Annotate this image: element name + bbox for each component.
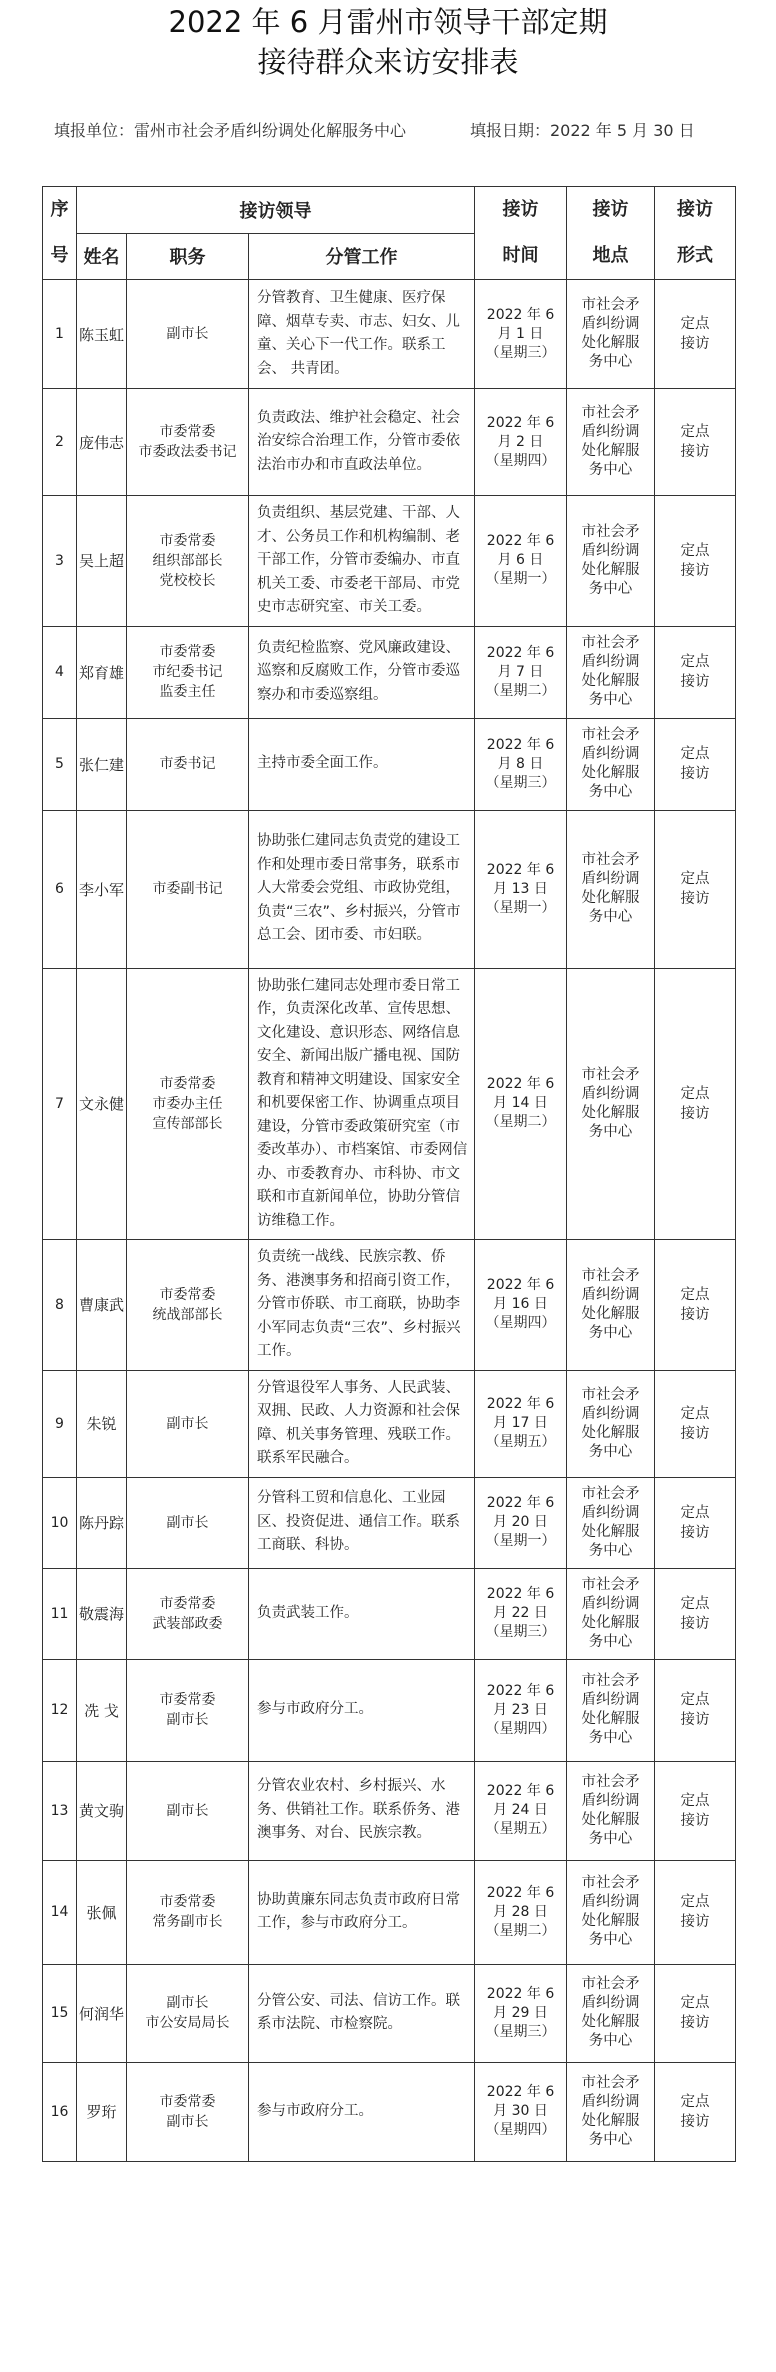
row-seq: 8	[43, 1240, 77, 1371]
row-form: 定点 接访	[655, 496, 736, 627]
row-form: 定点 接访	[655, 718, 736, 810]
row-place: 市社会矛 盾纠纷调 处化解服 务中心	[567, 626, 655, 718]
table-row	[43, 1370, 736, 1477]
header-form: 接访 形式	[655, 187, 736, 280]
row-form: 定点 接访	[655, 1659, 736, 1761]
table-row	[43, 1240, 736, 1371]
row-position: 市委常委 市委办主任 宣传部部长	[127, 968, 249, 1240]
row-place: 市社会矛 盾纠纷调 处化解服 务中心	[567, 1370, 655, 1477]
row-work: 负责纪检监察、党风廉政建设、巡察和反腐败工作，分管市委巡察办和市委巡察组。	[249, 626, 475, 718]
row-place: 市社会矛 盾纠纷调 处化解服 务中心	[567, 968, 655, 1240]
row-date: 2022 年 6 月 7 日 （星期二）	[475, 626, 567, 718]
row-work: 负责组织、基层党建、干部、人才、公务员工作和机构编制、老干部工作，分管市委编办、市直机关工委、市委老干部局、市党史市志研究室、市关工委。	[249, 496, 475, 627]
table-row	[43, 1964, 736, 2062]
row-seq: 2	[43, 389, 77, 496]
row-form: 定点 接访	[655, 389, 736, 496]
title-line-2: 接待群众来访安排表	[257, 45, 519, 79]
row-position: 市委常委 市委政法委书记	[127, 389, 249, 496]
row-place: 市社会矛 盾纠纷调 处化解服 务中心	[567, 810, 655, 968]
row-position: 副市长 市公安局局长	[127, 1964, 249, 2062]
row-form: 定点 接访	[655, 1240, 736, 1371]
row-place: 市社会矛 盾纠纷调 处化解服 务中心	[567, 1860, 655, 1964]
row-date: 2022 年 6 月 1 日 （星期三）	[475, 280, 567, 389]
row-position: 市委常委 组织部部长 党校校长	[127, 496, 249, 627]
row-place: 市社会矛 盾纠纷调 处化解服 务中心	[567, 1240, 655, 1371]
row-name: 敬震海	[77, 1568, 127, 1659]
table-row	[43, 1860, 736, 1964]
row-name: 陈丹踪	[77, 1477, 127, 1568]
row-form: 定点 接访	[655, 1860, 736, 1964]
row-work: 负责统一战线、民族宗教、侨务、港澳事务和招商引资工作，分管市侨联、市工商联，协助李小军同志负责“三农”、乡村振兴工作。	[249, 1240, 475, 1371]
page-title	[0, 2, 776, 82]
row-work: 协助黄廉东同志负责市政府日常工作，参与市政府分工。	[249, 1860, 475, 1964]
row-name: 曹康武	[77, 1240, 127, 1371]
header-seq: 序 号	[43, 187, 77, 280]
row-date: 2022 年 6 月 28 日 （星期二）	[475, 1860, 567, 1964]
row-position: 市委常委 统战部部长	[127, 1240, 249, 1371]
row-seq: 12	[43, 1659, 77, 1761]
row-place: 市社会矛 盾纠纷调 处化解服 务中心	[567, 1964, 655, 2062]
row-work: 分管科工贸和信息化、工业园区、投资促进、通信工作。联系工商联、科协。	[249, 1477, 475, 1568]
row-seq: 13	[43, 1761, 77, 1860]
row-position: 市委常委 常务副市长	[127, 1860, 249, 1964]
row-date: 2022 年 6 月 30 日 （星期四）	[475, 2062, 567, 2161]
table-row	[43, 2062, 736, 2161]
row-form: 定点 接访	[655, 1964, 736, 2062]
row-name: 李小军	[77, 810, 127, 968]
row-seq: 7	[43, 968, 77, 1240]
row-place: 市社会矛 盾纠纷调 处化解服 务中心	[567, 718, 655, 810]
row-date: 2022 年 6 月 17 日 （星期五）	[475, 1370, 567, 1477]
row-position: 副市长	[127, 1761, 249, 1860]
schedule-table	[42, 186, 736, 2162]
row-name: 陈玉虹	[77, 280, 127, 389]
row-work: 负责政法、维护社会稳定、社会治安综合治理工作，分管市委依法治市办和市直政法单位。	[249, 389, 475, 496]
row-name: 张仁建	[77, 718, 127, 810]
row-place: 市社会矛 盾纠纷调 处化解服 务中心	[567, 280, 655, 389]
table-row	[43, 1761, 736, 1860]
row-date: 2022 年 6 月 20 日 （星期一）	[475, 1477, 567, 1568]
table-row	[43, 1477, 736, 1568]
row-seq: 6	[43, 810, 77, 968]
row-position: 市委常委 副市长	[127, 2062, 249, 2161]
row-place: 市社会矛 盾纠纷调 处化解服 务中心	[567, 1761, 655, 1860]
row-work: 参与市政府分工。	[249, 1659, 475, 1761]
row-name: 冼 戈	[77, 1659, 127, 1761]
row-work: 负责武装工作。	[249, 1568, 475, 1659]
row-place: 市社会矛 盾纠纷调 处化解服 务中心	[567, 389, 655, 496]
row-place: 市社会矛 盾纠纷调 处化解服 务中心	[567, 496, 655, 627]
table-row	[43, 810, 736, 968]
row-seq: 16	[43, 2062, 77, 2161]
header-work: 分管工作	[249, 233, 475, 280]
header-place: 接访 地点	[567, 187, 655, 280]
row-seq: 5	[43, 718, 77, 810]
row-name: 何润华	[77, 1964, 127, 2062]
row-work: 协助张仁建同志负责党的建设工作和处理市委日常事务，联系市人大常委会党组、市政协党组，负责“三农”、乡村振兴，分管市总工会、团市委、市妇联。	[249, 810, 475, 968]
row-form: 定点 接访	[655, 1370, 736, 1477]
row-date: 2022 年 6 月 22 日 （星期三）	[475, 1568, 567, 1659]
row-name: 吴上超	[77, 496, 127, 627]
row-work: 协助张仁建同志处理市委日常工作，负责深化改革、宣传思想、文化建设、意识形态、网络信息安全、新闻出版广播电视、国防教育和精神文明建设、国家安全和机要保密工作、协调重点项目建设，分管市委政策研究室（市委改革办）、市档案馆、市委网信办、市委教育办、市科协、市文联和市直新闻单位，协助分管信访维稳工作。	[249, 968, 475, 1240]
row-date: 2022 年 6 月 6 日 （星期一）	[475, 496, 567, 627]
table-row	[43, 389, 736, 496]
row-date: 2022 年 6 月 24 日 （星期五）	[475, 1761, 567, 1860]
row-seq: 14	[43, 1860, 77, 1964]
row-date: 2022 年 6 月 13 日 （星期一）	[475, 810, 567, 968]
reporting-date: 填报日期：2022 年 5 月 30 日	[470, 121, 695, 140]
header-name: 姓名	[77, 233, 127, 280]
row-position: 副市长	[127, 1370, 249, 1477]
reporting-unit: 填报单位：雷州市社会矛盾纠纷调处化解服务中心	[54, 121, 407, 140]
row-date: 2022 年 6 月 14 日 （星期二）	[475, 968, 567, 1240]
row-work: 分管农业农村、乡村振兴、水务、供销社工作。联系侨务、港澳事务、对台、民族宗教。	[249, 1761, 475, 1860]
row-position: 副市长	[127, 1477, 249, 1568]
row-work: 主持市委全面工作。	[249, 718, 475, 810]
row-place: 市社会矛 盾纠纷调 处化解服 务中心	[567, 2062, 655, 2161]
row-form: 定点 接访	[655, 2062, 736, 2161]
row-work: 分管教育、卫生健康、医疗保障、烟草专卖、市志、妇女、儿童、关心下一代工作。联系工会、 共青团。	[249, 280, 475, 389]
row-name: 文永健	[77, 968, 127, 1240]
table-row	[43, 626, 736, 718]
row-name: 郑育雄	[77, 626, 127, 718]
table-row	[43, 280, 736, 389]
header-leader: 接访领导	[77, 187, 475, 234]
row-date: 2022 年 6 月 23 日 （星期四）	[475, 1659, 567, 1761]
row-position: 市委书记	[127, 718, 249, 810]
row-position: 市委副书记	[127, 810, 249, 968]
row-place: 市社会矛 盾纠纷调 处化解服 务中心	[567, 1477, 655, 1568]
row-form: 定点 接访	[655, 1761, 736, 1860]
row-position: 副市长	[127, 280, 249, 389]
row-seq: 9	[43, 1370, 77, 1477]
row-date: 2022 年 6 月 2 日 （星期四）	[475, 389, 567, 496]
table-row	[43, 968, 736, 1240]
title-line-1: 2022 年 6 月雷州市领导干部定期	[168, 5, 608, 39]
header-time: 接访 时间	[475, 187, 567, 280]
row-form: 定点 接访	[655, 810, 736, 968]
row-place: 市社会矛 盾纠纷调 处化解服 务中心	[567, 1568, 655, 1659]
table-row	[43, 1568, 736, 1659]
row-name: 庞伟志	[77, 389, 127, 496]
row-position: 市委常委 市纪委书记 监委主任	[127, 626, 249, 718]
schedule-body	[43, 280, 736, 2162]
row-form: 定点 接访	[655, 1568, 736, 1659]
row-form: 定点 接访	[655, 626, 736, 718]
row-date: 2022 年 6 月 16 日 （星期四）	[475, 1240, 567, 1371]
row-seq: 1	[43, 280, 77, 389]
row-date: 2022 年 6 月 8 日 （星期三）	[475, 718, 567, 810]
row-date: 2022 年 6 月 29 日 （星期三）	[475, 1964, 567, 2062]
row-name: 黄文驹	[77, 1761, 127, 1860]
table-row	[43, 1659, 736, 1761]
row-work: 分管退役军人事务、人民武装、双拥、民政、人力资源和社会保障、机关事务管理、残联工作。联系军民融合。	[249, 1370, 475, 1477]
row-name: 朱锐	[77, 1370, 127, 1477]
row-form: 定点 接访	[655, 968, 736, 1240]
row-seq: 11	[43, 1568, 77, 1659]
row-form: 定点 接访	[655, 1477, 736, 1568]
row-name: 张佩	[77, 1860, 127, 1964]
row-work: 分管公安、司法、信访工作。联系市法院、市检察院。	[249, 1964, 475, 2062]
table-row	[43, 718, 736, 810]
row-seq: 3	[43, 496, 77, 627]
row-position: 市委常委 武装部政委	[127, 1568, 249, 1659]
row-work: 参与市政府分工。	[249, 2062, 475, 2161]
row-name: 罗珩	[77, 2062, 127, 2161]
row-place: 市社会矛 盾纠纷调 处化解服 务中心	[567, 1659, 655, 1761]
row-seq: 10	[43, 1477, 77, 1568]
table-row	[43, 496, 736, 627]
row-seq: 15	[43, 1964, 77, 2062]
row-form: 定点 接访	[655, 280, 736, 389]
row-seq: 4	[43, 626, 77, 718]
header-position: 职务	[127, 233, 249, 280]
row-position: 市委常委 副市长	[127, 1659, 249, 1761]
